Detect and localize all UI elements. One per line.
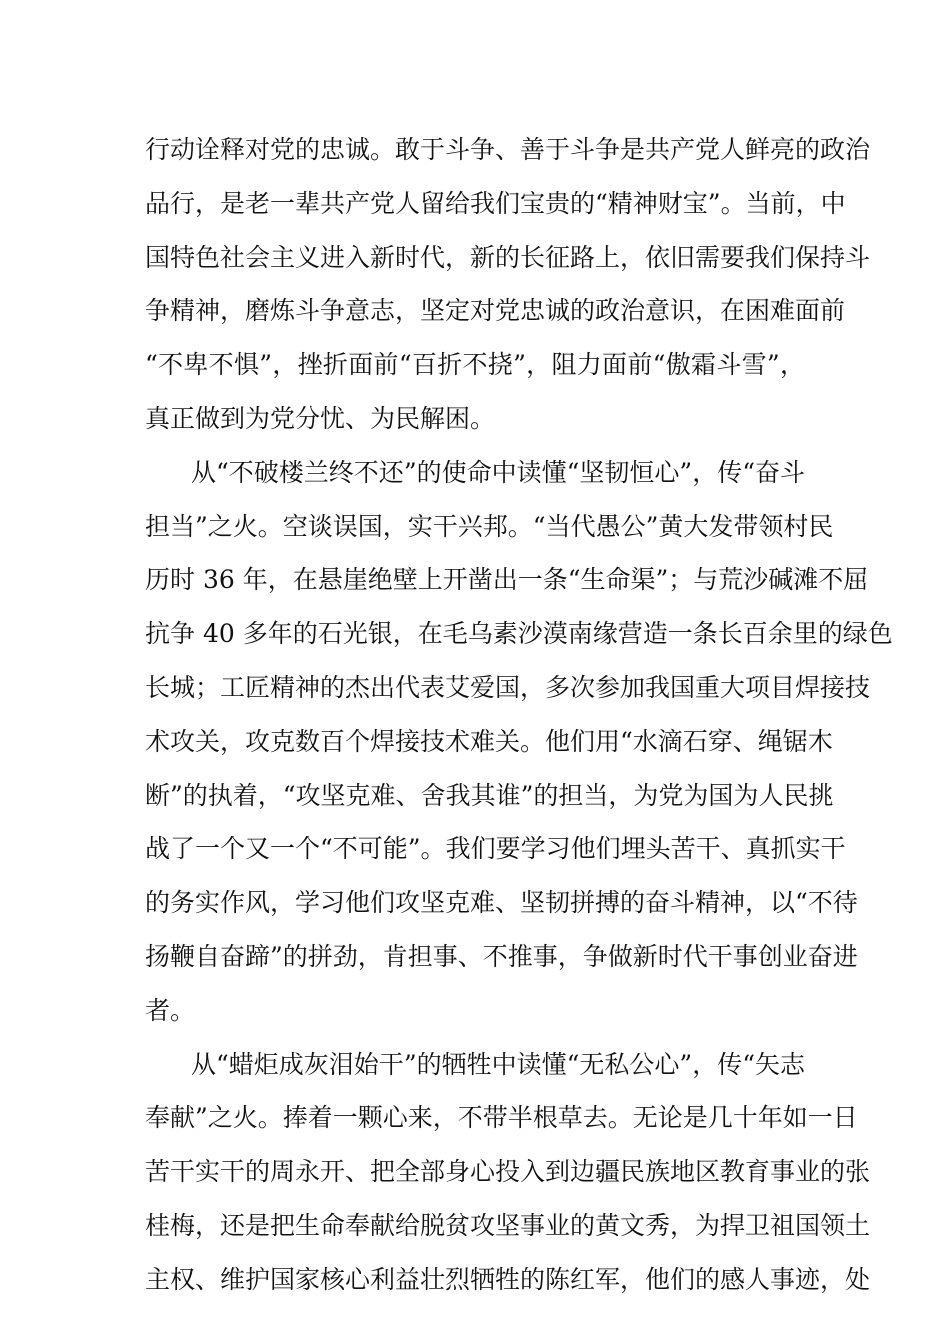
text-line: 主权、维护国家核心利益壮烈牺牲的陈红军，他们的感人事迹，处 bbox=[145, 1264, 871, 1294]
text-line: 抗争 40 多年的石光银，在毛乌素沙漠南缘营造一条长百余里的绿色 bbox=[145, 619, 893, 649]
text-line: 真正做到为党分忧、为民解困。 bbox=[145, 403, 496, 433]
text-line: 长城；工匠精神的杰出代表艾爱国，多次参加我国重大项目焊接技 bbox=[145, 672, 871, 702]
body-text bbox=[145, 123, 893, 1307]
text-line: 的务实作风，学习他们攻坚克难、坚韧拼搏的奋斗精神，以“不待 bbox=[145, 888, 858, 918]
text-line: 奉献”之火。捧着一颗心来，不带半根草去。无论是几十年如一日 bbox=[145, 1103, 858, 1133]
text-line: 担当”之火。空谈误国，实干兴邦。“当代愚公”黄大发带领村民 bbox=[145, 511, 834, 541]
text-line: 历时 36 年，在悬崖绝壁上开凿出一条“生命渠”；与荒沙碱滩不屈 bbox=[145, 565, 869, 595]
text-line: 国特色社会主义进入新时代，新的长征路上，依旧需要我们保持斗 bbox=[145, 242, 871, 272]
text-line: 者。 bbox=[145, 995, 196, 1025]
text-line: 术攻关，攻克数百个焊接技术难关。他们用“水滴石穿、绳锯木 bbox=[145, 726, 833, 756]
text-line: 苦干实干的周永开、把全部身心投入到边疆民族地区教育事业的张 bbox=[145, 1157, 871, 1187]
text-line: 扬鞭自奋蹄”的拼劲，肯担事、不推事，争做新时代干事创业奋进 bbox=[145, 941, 858, 971]
text-line: 从“不破楼兰终不还”的使命中读懂“坚韧恒心”，传“奋斗 bbox=[191, 457, 805, 487]
text-line: 断”的执着，“攻坚克难、舍我其谁”的担当，为党为国为人民挑 bbox=[145, 780, 834, 810]
paragraph bbox=[145, 1038, 871, 1307]
text-line: 战了一个又一个“不可能”。我们要学习他们埋头苦干、真抓实干 bbox=[145, 834, 846, 864]
text-line: 品行，是老一辈共产党人留给我们宝贵的“精神财宝”。当前，中 bbox=[145, 188, 846, 218]
paragraph bbox=[145, 123, 871, 446]
text-line: 桂梅，还是把生命奉献给脱贫攻坚事业的黄文秀，为捍卫祖国领土 bbox=[145, 1210, 871, 1240]
text-line: 争精神，磨炼斗争意志，坚定对党忠诚的政治意识，在困难面前 bbox=[145, 296, 846, 326]
paragraph bbox=[145, 446, 893, 1038]
text-line: 从“蜡炬成灰泪始干”的牺牲中读懂“无私公心”，传“矢志 bbox=[191, 1049, 805, 1079]
text-line: “不卑不惧”，挫折面前“百折不挠”，阻力面前“傲霜斗雪”， bbox=[145, 350, 805, 380]
text-line: 行动诠释对党的忠诚。敢于斗争、善于斗争是共产党人鲜亮的政治 bbox=[145, 135, 871, 164]
